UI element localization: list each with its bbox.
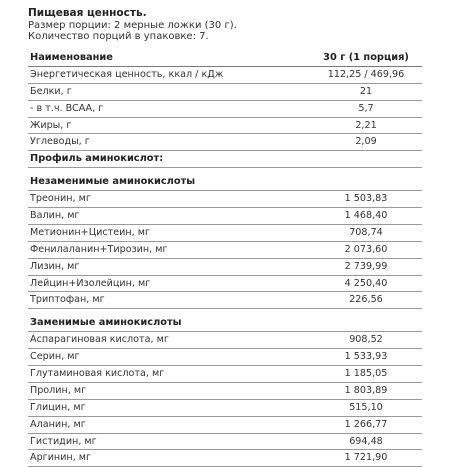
amino-profile-heading: Профиль аминокислот:	[30, 153, 164, 165]
table-row	[28, 208, 422, 225]
row-value: 2,21	[355, 119, 377, 131]
row-label: Метионин+Цистеин, мг	[30, 226, 151, 238]
nonessential-heading: Заменимые аминокислоты	[30, 317, 182, 329]
row-value: 1 185,05	[344, 368, 388, 380]
row-value: 1 266,77	[344, 418, 388, 430]
row-value: 21	[359, 85, 373, 97]
row-label: Глутаминовая кислота, мг	[30, 368, 165, 380]
row-value: 1 533,93	[344, 351, 388, 363]
row-label: Аспарагиновая кислота, мг	[30, 334, 169, 346]
table-row	[28, 332, 422, 349]
table-row	[28, 84, 422, 101]
table-row	[28, 349, 422, 366]
table-row	[28, 366, 422, 383]
table-row	[28, 417, 422, 434]
row-value: 708,74	[349, 226, 383, 238]
row-label: Пролин, мг	[30, 384, 87, 396]
essential-heading-row	[28, 174, 422, 191]
row-label: Энергетическая ценность, ккал / кДж	[30, 68, 224, 80]
table-row	[28, 434, 422, 451]
row-value: 1 803,89	[344, 384, 388, 396]
row-value: 2,09	[355, 136, 377, 148]
table-row	[28, 400, 422, 417]
nonessential-rows	[28, 332, 422, 467]
column-header-value: 30 г (1 порция)	[323, 52, 409, 63]
table-row	[28, 101, 422, 118]
table-row	[28, 259, 422, 276]
row-label: Белки, г	[30, 85, 72, 97]
row-label: Лейцин+Изолейцин, мг	[30, 277, 151, 289]
row-label: Глицин, мг	[30, 401, 86, 413]
table-row	[28, 292, 422, 309]
row-value: 2 073,60	[344, 243, 388, 255]
row-label: Фенилаланин+Тирозин, мг	[30, 243, 168, 255]
nutrition-title: Пищевая ценность.	[28, 7, 147, 19]
row-label: - в т.ч. BCAA, г	[30, 102, 104, 114]
row-value: 1 468,40	[344, 210, 388, 222]
row-value: 1 721,90	[344, 452, 388, 464]
row-label: Валин, мг	[30, 210, 80, 222]
nutrition-header	[28, 8, 237, 43]
row-value: 2 739,99	[344, 260, 388, 272]
row-label: Углеводы, г	[30, 136, 90, 148]
servings-per-package: Количество порций в упаковке: 7.	[28, 31, 209, 42]
table-row	[28, 191, 422, 208]
row-label: Аланин, мг	[30, 418, 86, 430]
row-label: Аргинин, мг	[30, 452, 92, 464]
nutrition-table	[28, 50, 422, 467]
essential-rows	[28, 191, 422, 309]
table-row	[28, 450, 422, 467]
table-header-row	[28, 50, 422, 67]
row-label: Гистидин, мг	[30, 435, 97, 447]
table-row	[28, 118, 422, 135]
row-label: Треонин, мг	[30, 193, 91, 205]
row-value: 1 503,83	[344, 193, 388, 205]
table-row	[28, 134, 422, 151]
row-value: 4 250,40	[344, 277, 388, 289]
essential-heading: Незаменимые аминокислоты	[30, 176, 196, 188]
row-label: Жиры, г	[30, 119, 72, 131]
row-value: 694,48	[349, 435, 383, 447]
table-row	[28, 276, 422, 293]
row-label: Триптофан, мг	[30, 294, 105, 306]
row-value: 908,52	[349, 334, 383, 346]
nutrition-rows	[28, 67, 422, 151]
row-value: 5,7	[358, 102, 374, 114]
table-row	[28, 67, 422, 84]
nonessential-heading-row	[28, 315, 422, 332]
row-value: 515,10	[349, 401, 383, 413]
serving-size: Размер порции: 2 мерные ложки (30 г).	[28, 19, 237, 31]
row-value: 226,56	[349, 294, 383, 306]
row-label: Серин, мг	[30, 351, 80, 363]
column-header-name: Наименование	[30, 52, 113, 63]
row-label: Лизин, мг	[30, 260, 80, 272]
row-value: 112,25 / 469,96	[327, 68, 405, 80]
table-row	[28, 383, 422, 400]
table-row	[28, 225, 422, 242]
table-row	[28, 242, 422, 259]
amino-profile-heading-row	[28, 151, 422, 168]
